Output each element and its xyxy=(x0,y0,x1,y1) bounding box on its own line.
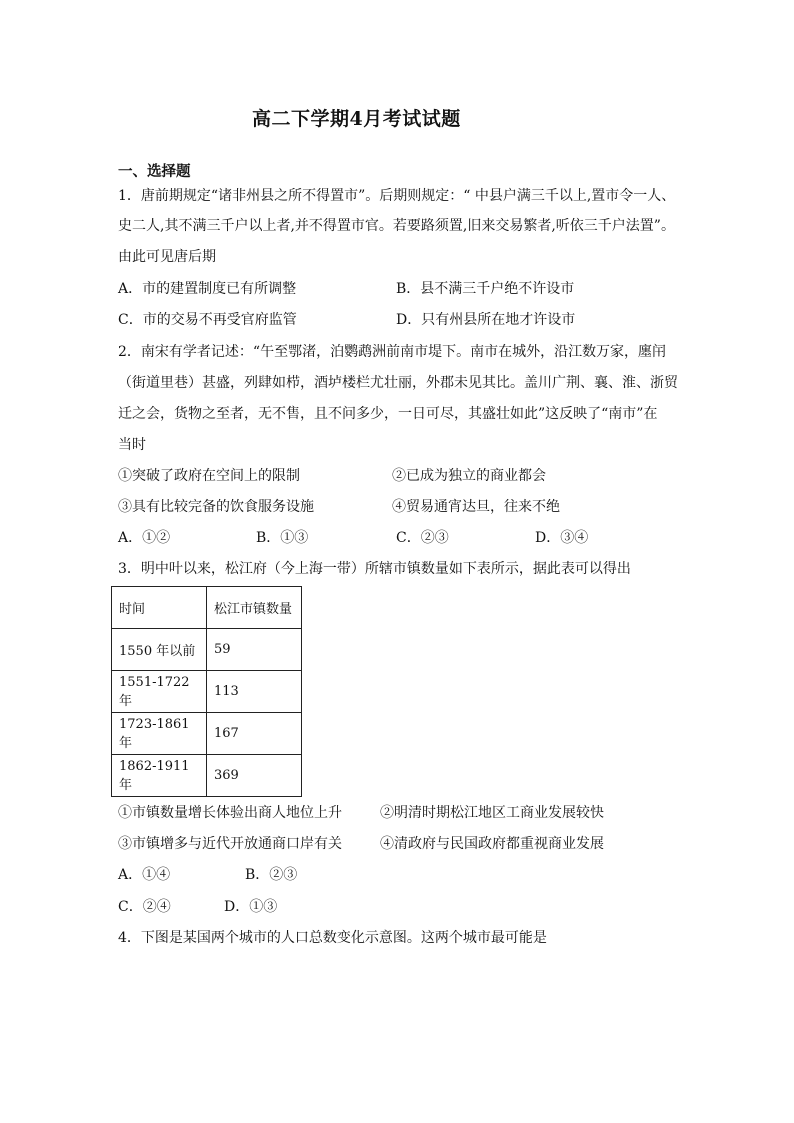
q1-stem-line-2: 史二人,其不满三千户以上者,并不得置市官。若要路须置,旧来交易繁者,听依三千户法置”。 xyxy=(118,218,675,234)
table-cell: 113 xyxy=(207,671,302,713)
table-cell: 1862-1911 年 xyxy=(112,755,207,797)
q3-option-c: C．②④ xyxy=(118,899,171,915)
q1-option-d: D．只有州县所在地才许设市 xyxy=(396,312,576,328)
table-cell: 369 xyxy=(207,755,302,797)
page-title: 高二下学期4月考试试题 xyxy=(252,108,461,130)
q2-option-a: A．①② xyxy=(118,530,171,546)
q3-option-a: A．①④ xyxy=(118,867,171,883)
q2-stem-line-3: 迁之会，货物之至者，无不售，且不问多少，一日可尽，其盛壮如此”这反映了“南市”在 xyxy=(118,406,658,422)
q1-option-b: B．县不满三千户绝不许设市 xyxy=(396,281,575,297)
q4-stem: 4．下图是某国两个城市的人口总数变化示意图。这两个城市最可能是 xyxy=(118,930,547,946)
q3-item-1: ①市镇数量增长体验出商人地位上升 xyxy=(118,805,342,821)
q2-option-d: D．③④ xyxy=(535,530,589,546)
q2-option-c: C．②③ xyxy=(396,530,449,546)
q3-stem: 3．明中叶以来，松江府（今上海一带）所辖市镇数量如下表所示，据此表可以得出 xyxy=(118,561,631,577)
q3-item-4: ④清政府与民国政府都重视商业发展 xyxy=(380,836,604,852)
q1-stem-line-3: 由此可见唐后期 xyxy=(118,249,216,265)
table-cell: 1550 年以前 xyxy=(112,629,207,671)
q2-item-1: ①突破了政府在空间上的限制 xyxy=(118,468,300,484)
section-heading: 一、选择题 xyxy=(118,163,191,180)
q2-stem-line-2: （街道里巷）甚盛，列肆如栉，酒垆楼栏尤壮丽，外郡未见其比。盖川广荆、襄、淮、浙贸 xyxy=(118,375,678,391)
table-row xyxy=(112,755,302,797)
q2-option-b: B．①③ xyxy=(256,530,309,546)
table-cell: 167 xyxy=(207,713,302,755)
q3-option-b: B．②③ xyxy=(245,867,298,883)
q1-option-a: A．市的建置制度已有所调整 xyxy=(118,281,297,297)
table-row xyxy=(112,713,302,755)
table-cell: 1551-1722 年 xyxy=(112,671,207,713)
q3-item-3: ③市镇增多与近代开放通商口岸有关 xyxy=(118,836,342,852)
q1-option-c: C．市的交易不再受官府监管 xyxy=(118,312,297,328)
q2-item-2: ②已成为独立的商业都会 xyxy=(392,468,546,484)
table-cell: 59 xyxy=(207,629,302,671)
q2-stem-line-1: 2．南宋有学者记述：“午至鄂渚，泊鹦鹉洲前南市堤下。南市在城外，沿江数万家，廛闬 xyxy=(118,344,667,360)
table-row xyxy=(112,671,302,713)
table-row xyxy=(112,629,302,671)
q2-item-3: ③具有比较完备的饮食服务设施 xyxy=(118,499,314,515)
q3-option-d: D．①③ xyxy=(224,899,278,915)
q2-item-4: ④贸易通宵达旦，往来不绝 xyxy=(392,499,560,515)
q3-item-2: ②明清时期松江地区工商业发展较快 xyxy=(380,805,604,821)
q2-stem-line-4: 当时 xyxy=(118,437,146,453)
table-header-cell: 时间 xyxy=(112,587,207,629)
q1-stem-line-1: 1．唐前期规定“诸非州县之所不得置市”。后期则规定：“ 中县户满三千以上,置市令一人、 xyxy=(118,188,676,204)
table-header-cell: 松江市镇数量 xyxy=(207,587,302,629)
table-cell: 1723-1861 年 xyxy=(112,713,207,755)
table-header-row xyxy=(112,587,302,629)
market-town-table xyxy=(111,586,302,797)
